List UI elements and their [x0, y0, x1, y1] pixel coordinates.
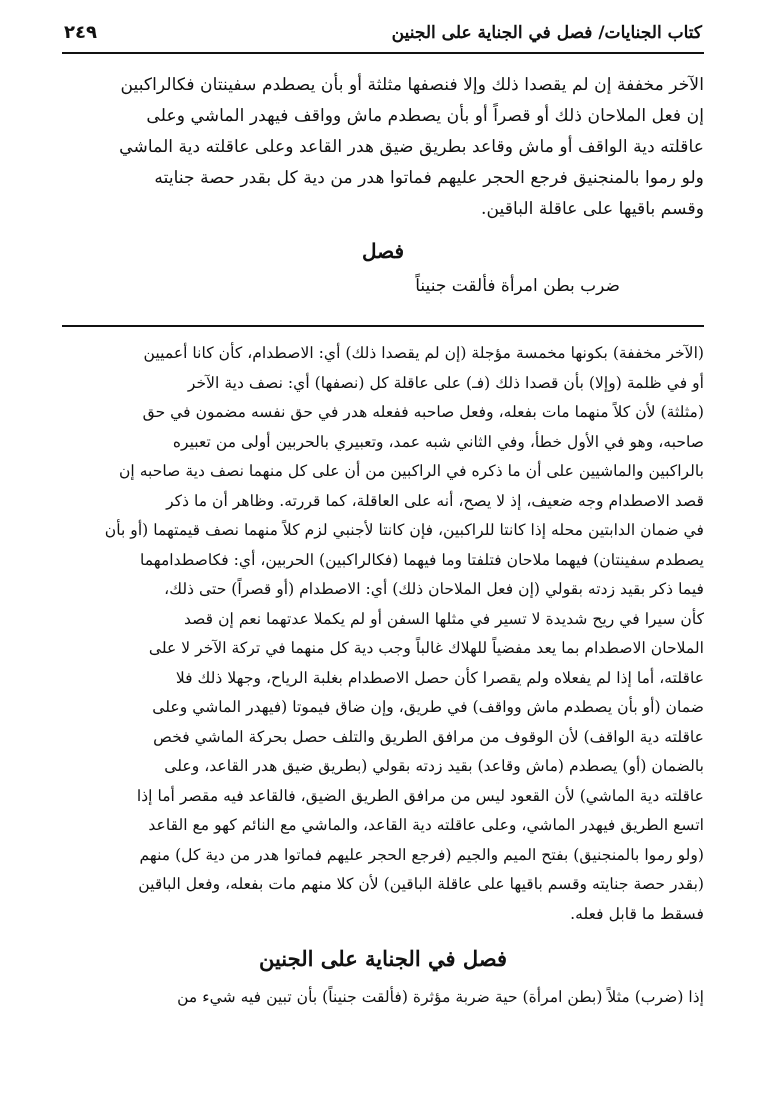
main-text-line: الآخر مخففة إن لم يقصدا ذلك وإلا فنصفها مثلثة أو بأن يصطدم سفينتان فكالراكبين — [120, 75, 704, 95]
chapter-heading: فصل في الجناية على الجنين — [258, 946, 507, 971]
commentary-line: (بقدر حصة جنايته وقسم باقيها على عاقلة الباقين) لأن كلا منهم مات بفعله، وفعل الباقين — [138, 875, 704, 893]
commentary-line: ضمان (أو بأن يصطدم ماش وواقف) في طريق، وإن ضاق فيموتا (فيهدر الماشي وعلى — [152, 698, 704, 716]
commentary-line: عاقلته دية الماشي) لأن القعود ليس من مرافق الطريق الضيق، فالقاعد فيه مقصر أما إذا — [136, 786, 704, 805]
commentary-line: عاقلته، أما إذا لم يفعلاه ولم يقصرا كأن حصل الاصطدام بغلبة الرياح، وجهلا ذلك فلا — [175, 668, 704, 687]
running-title: كتاب الجنايات/ فصل في الجناية على الجنين — [391, 23, 702, 43]
main-text-line: عاقلته دية الواقف أو ماش وقاعد بطريق ضيق هدر القاعد وعلى عاقلته دية الماشي — [119, 137, 704, 157]
commentary-line: قصد الاصطدام وجه ضعيف، إذ لا يصح، أنه على العاقلة، كما قررته. وظاهر أن ما ذكر — [166, 491, 704, 510]
commentary-line: كأن سيرا في ريح شديدة لا تسير في مثلها السفن أو لم يكملا عدتهما نعم إن قصد — [183, 609, 704, 628]
commentary-line: في ضمان الدابتين محله إذا كانتا للراكبين، فإن كانتا لأجنبي لزم كلاً منهما نصف قيمتهما (أو بأن — [104, 521, 704, 539]
page-number: ٢٤٩ — [64, 22, 97, 43]
commentary-line: فيما ذكر بقيد زدته بقولي (إن فعل الملاحان ذلك) أي: الاصطدام (أو قصراً) حتى ذلك، — [164, 580, 704, 598]
commentary-text — [62, 339, 704, 1012]
commentary-line: اتسع الطريق فيهدر الماشي، وعلى عاقلته دية القاعد، والماشي مع النائم كهو مع القاعد — [148, 816, 704, 834]
section-heading: فصل — [361, 239, 405, 263]
commentary-final-line: إذا (ضرب) مثلاً (بطن امرأة) حية ضربة مؤثرة (فألقت جنيناً) بأن تبين فيه شيء من — [177, 988, 704, 1006]
main-text — [62, 70, 704, 225]
commentary-line: أو في ظلمة (وإلا) بأن قصدا ذلك (فـ) على عاقلة كل (نصفها) أي: نصف دية الآخر — [187, 373, 704, 392]
main-text-line: ولو رموا بالمنجنيق فرجع الحجر عليهم فماتوا هدر من دية كل بقدر حصة جنايته — [154, 168, 704, 188]
commentary-line: (ولو رموا بالمنجنيق) بفتح الميم والجيم (فرجع الحجر عليهم فماتوا هدر من دية كل) منهم — [139, 845, 704, 864]
page-header — [62, 22, 704, 54]
commentary-line: (الآخر مخففة) بكونها مخمسة مؤجلة (إن لم يقصدا ذلك) أي: الاصطدام، كأن كانا أعميين — [143, 344, 704, 362]
main-text-line: إن فعل الملاحان ذلك أو قصراً أو بأن يصطدم ماش وواقف فيهدر الماشي وعلى — [146, 106, 704, 126]
commentary-line: صاحبه، وهو في الأول خطأ، وفي الثاني شبه عمد، وتعبيري بالحربين أولى من تعبيره — [172, 432, 704, 451]
commentary-line: يصطدم سفينتان) فيهما ملاحان فتلفتا وما فيهما (فكالراكبين) الحربين، أي: فكاصطدامهما — [140, 550, 704, 569]
book-page — [62, 22, 704, 1012]
commentary-line: بالضمان (أو) يصطدم (ماش وقاعد) بقيد زدته بقولي (بطريق ضيق هدر القاعد، وعلى — [164, 757, 704, 775]
main-text-line: وقسم باقيها على عاقلة الباقين. — [481, 199, 704, 219]
commentary-line: (مثلثة) لأن كلاً منهما مات بفعله، وفعل صاحبه ففعله هدر في حق نفسه مضمون في حق — [142, 403, 704, 421]
section-first-line: ضرب بطن امرأة فألقت جنيناً — [415, 276, 620, 296]
commentary-last-line: فسقط ما قابل فعله. — [570, 904, 704, 923]
commentary-line: بالراكبين والماشيين على أن ما ذكره في الراكبين من أن على كل منهما نصف دية صاحبه إن — [118, 462, 704, 480]
commentary-line: عاقلته دية الواقف) لأن الوقوف من مرافق الطريق والتلف حصل بحركة الماشي فخص — [153, 727, 704, 746]
divider-rule — [62, 325, 704, 327]
commentary-line: الملاحان الاصطدام بما يعد مفضياً للهلاك غالباً وجب دية كل منهما في تركة الآخر لا على — [148, 639, 704, 657]
